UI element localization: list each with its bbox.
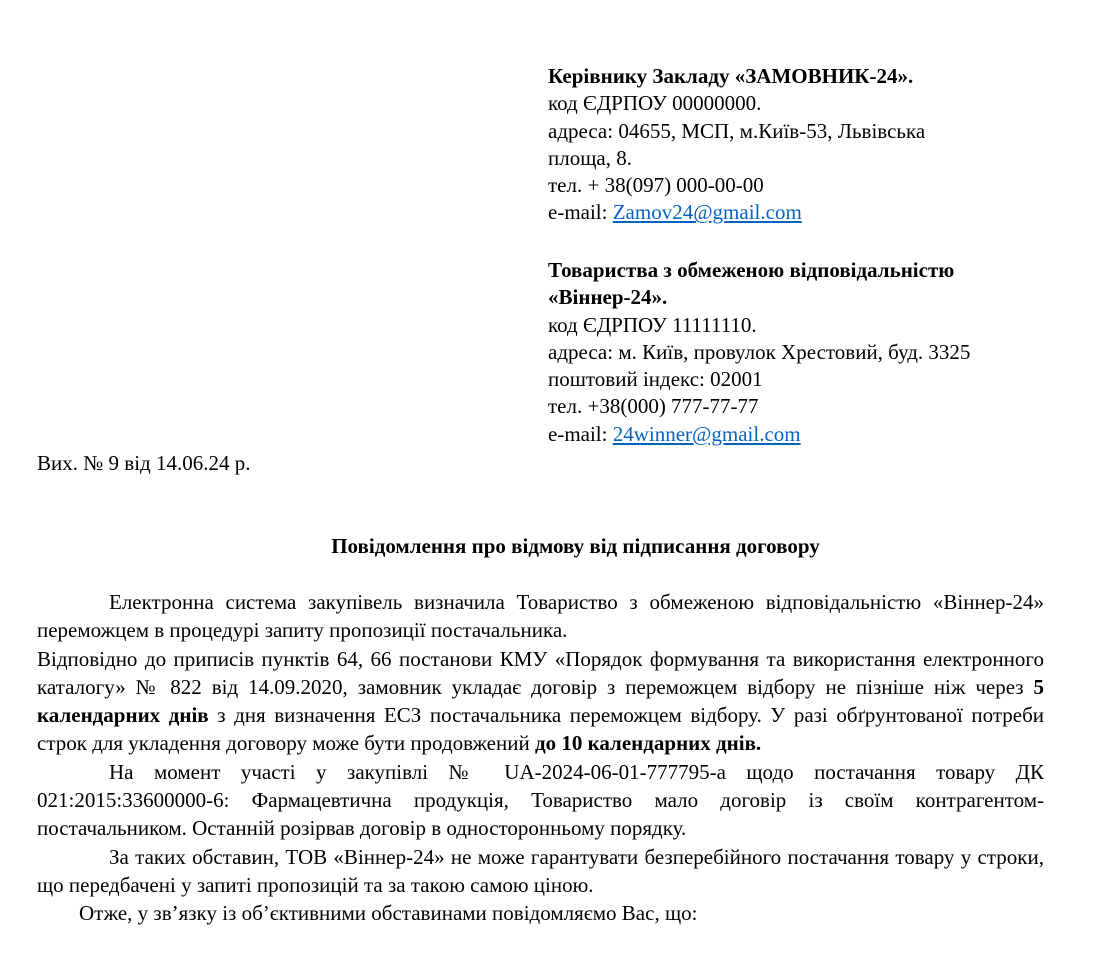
supplier-email-link[interactable]: 24winner@gmail.com bbox=[612, 421, 801, 446]
supplier-email-row bbox=[548, 421, 1048, 448]
paragraph-1: Електронна система закупівель визначила Товариство з обмеженою відповідальністю «Віннер-24» переможцем в процедурі запиту пропозиції постачальника. bbox=[37, 590, 1044, 643]
customer-email-link[interactable]: Zamov24@gmail.com bbox=[612, 200, 802, 225]
paragraph-3: На момент участі у закупівлі № UA-2024-06-01-777795-a щодо постачання товару ДК 021:2015:33600000-6: Фармацевтична продукція, Товариство мало договір із своїм контрагентом-постачальником. Останній розірвав договір в односторонньому порядку. bbox=[37, 759, 1044, 841]
supplier-postal: поштовий індекс: 02001 bbox=[548, 367, 763, 392]
customer-phone: тел. + 38(097) 000-00-00 bbox=[548, 173, 764, 198]
supplier-name-line2: «Віннер-24». bbox=[548, 285, 668, 310]
supplier-address: адреса: м. Київ, провулок Хрестовий, буд. 3325 bbox=[548, 339, 971, 364]
document-body bbox=[37, 588, 1044, 928]
supplier-edrpou: код ЄДРПОУ 11111110. bbox=[548, 312, 757, 337]
customer-name: Керівнику Закладу «ЗАМОВНИК-24». bbox=[548, 64, 914, 88]
customer-address-line1: адреса: 04655, МСП, м.Київ-53, Львівська bbox=[548, 118, 926, 143]
supplier-email-label: e-mail: bbox=[548, 421, 613, 446]
document-title: Повідомлення про відмову від підписання договору bbox=[331, 534, 820, 558]
paragraph-2-bold-2: до 10 календарних днів. bbox=[534, 731, 762, 756]
paragraph-2-text-1: Відповідно до приписів пунктів 64, 66 постанови КМУ «Порядок формування та використання електронного каталогу» № 822 від 14.09.2020, замовник укладає договір з переможцем відбору не пізніше ніж через bbox=[37, 646, 1044, 699]
paragraph-4: За таких обставин, ТОВ «Віннер-24» не може гарантувати безперебійного постачання товару у строки, що передбачені у запиті пропозицій та за такою самою ціною. bbox=[37, 844, 1044, 897]
paragraph-5: Отже, у зв’язку із об’єктивними обставинами повідомляємо Вас, що: bbox=[79, 901, 698, 926]
paragraph-2 bbox=[37, 645, 1044, 758]
addressee-supplier bbox=[548, 257, 1048, 448]
supplier-phone: тел. +38(000) 777-77-77 bbox=[548, 394, 759, 419]
supplier-name-line1: Товариства з обмеженою відповідальністю bbox=[548, 258, 955, 282]
addressee-customer bbox=[548, 63, 1048, 227]
outgoing-reference: Вих. № 9 від 14.06.24 р. bbox=[37, 451, 251, 475]
paragraph-2-text-2: з дня визначення ЕСЗ постачальника переможцем відбору. У разі обґрунтованої потреби строк для укладення договору може бути продовжений bbox=[37, 703, 1044, 756]
paragraph-2-bold-1: 5 календарних днів bbox=[37, 674, 1044, 728]
customer-edrpou: код ЄДРПОУ 00000000. bbox=[548, 91, 762, 116]
customer-email-label: e-mail: bbox=[548, 200, 613, 225]
customer-email-row bbox=[548, 199, 1048, 226]
customer-address-line2: площа, 8. bbox=[548, 145, 632, 170]
